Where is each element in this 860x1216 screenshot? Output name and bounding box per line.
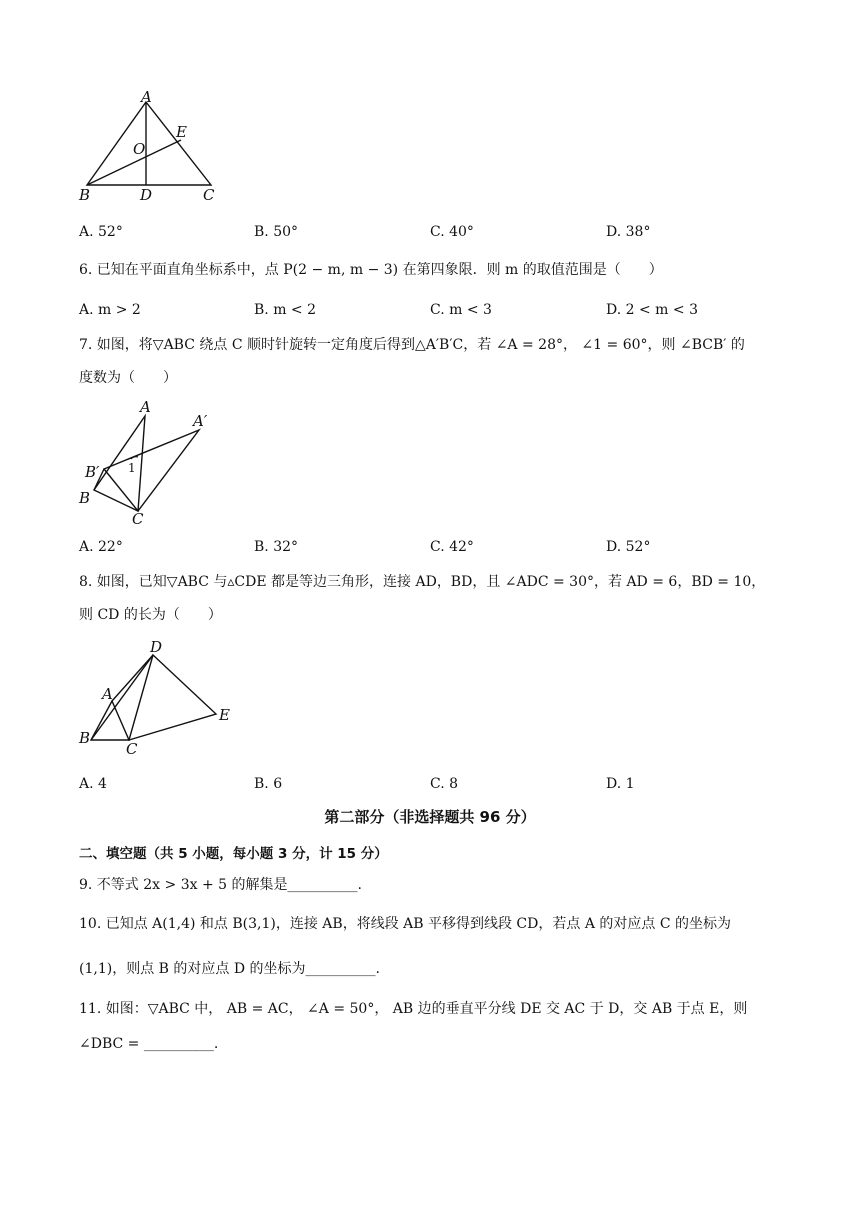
q11-stem-line1: 11. 如图：▽ABC 中， AB = AC， ∠A = 50°， AB 边的垂直平分线 DE 交 AC 于 D，交 AB 于点 E，则 — [79, 1001, 748, 1017]
q8-label-D: D — [150, 638, 163, 656]
q7-label-B: B — [79, 489, 91, 507]
q7-stem-line1: 7. 如图，将▽ABC 绕点 C 顺时针旋转一定角度后得到△A′B′C，若 ∠A = 28°， ∠1 = 60°，则 ∠BCB′ 的 — [79, 337, 745, 353]
fill-in-section-heading: 二、填空题（共 5 小题，每小题 3 分，计 15 分） — [79, 846, 388, 862]
q6-option-d[interactable]: D. 2 < m < 3 — [606, 302, 698, 318]
q7-option-c[interactable]: C. 42° — [430, 539, 474, 555]
q5-option-d[interactable]: D. 38° — [606, 224, 651, 240]
q5-option-c[interactable]: C. 40° — [430, 224, 474, 240]
q8-label-B: B — [79, 729, 91, 747]
q7-label-angle-1: 1 — [128, 461, 136, 475]
q8-stem-line2: 则 CD 的长为（ ） — [79, 607, 222, 623]
q7-option-b[interactable]: B. 32° — [254, 539, 299, 555]
q6-option-b[interactable]: B. m < 2 — [254, 302, 317, 318]
q6-option-c[interactable]: C. m < 3 — [430, 302, 492, 318]
q6-option-a[interactable]: A. m > 2 — [79, 302, 141, 318]
q7-option-a[interactable]: A. 22° — [79, 539, 123, 555]
part2-title: 第二部分（非选择题共 96 分） — [324, 808, 536, 826]
q8-stem-line1: 8. 如图，已知▽ABC 与▵CDE 都是等边三角形，连接 AD，BD，且 ∠ADC = 30°，若 AD = 6，BD = 10， — [79, 574, 766, 590]
q7-label-C: C — [132, 510, 144, 528]
q8-option-c[interactable]: C. 8 — [430, 776, 459, 792]
q5-option-b[interactable]: B. 50° — [254, 224, 299, 240]
q6-stem: 6. 已知在平面直角坐标系中，点 P(2 − m, m − 3) 在第四象限．则 m 的取值范围是（ ） — [79, 262, 663, 278]
q5-label-E: E — [176, 123, 187, 141]
q11-stem-line2: ∠DBC = __________. — [79, 1036, 219, 1052]
q8-option-a[interactable]: A. 4 — [79, 776, 107, 792]
q7-label-A-prime: A′ — [193, 412, 208, 430]
q9-stem: 9. 不等式 2x > 3x + 5 的解集是__________. — [79, 877, 362, 893]
q7-stem-line2: 度数为（ ） — [79, 370, 177, 386]
q10-stem-line1: 10. 已知点 A(1,4) 和点 B(3,1)，连接 AB，将线段 AB 平移得到线段 CD，若点 A 的对应点 C 的坐标为 — [79, 916, 731, 932]
q7-label-A: A — [140, 398, 151, 416]
q5-label-A: A — [141, 88, 152, 106]
q8-label-A: A — [102, 685, 113, 703]
q5-option-a[interactable]: A. 52° — [79, 224, 123, 240]
q8-option-b[interactable]: B. 6 — [254, 776, 283, 792]
q5-label-B: B — [79, 186, 91, 204]
q8-label-E: E — [219, 706, 230, 724]
q7-label-B-prime: B′ — [85, 463, 100, 481]
q5-label-C: C — [203, 186, 215, 204]
q8-option-d[interactable]: D. 1 — [606, 776, 635, 792]
q5-label-O: O — [133, 140, 146, 158]
q8-label-C: C — [126, 740, 138, 758]
q7-option-d[interactable]: D. 52° — [606, 539, 651, 555]
q5-label-D: D — [140, 186, 153, 204]
q10-stem-line2: (1,1)，则点 B 的对应点 D 的坐标为__________. — [79, 961, 380, 977]
